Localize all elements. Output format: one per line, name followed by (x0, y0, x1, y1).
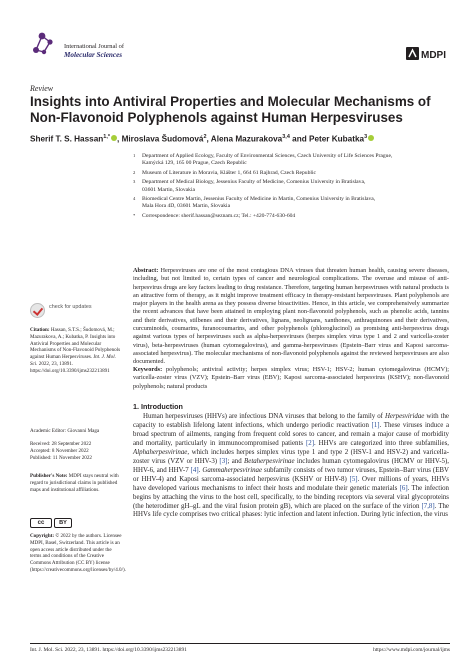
intro-text: . The infection begins by attaching the virus to the host cell, specifically, to the binding receptors via several viral glycoproteins (the heterodimer gH–gL and the viral fusion protein gB), which are placed on the surface of the virion (133, 484, 449, 510)
author-affiliation-sup: 3,4 (282, 134, 290, 140)
citation-label: Citation: (30, 327, 50, 333)
publisher-note-label: Publisher's Note: (30, 473, 68, 479)
correspondence-star: * (133, 212, 136, 218)
author-affiliation-sup: 2 (203, 134, 207, 140)
academic-editor (30, 428, 122, 435)
article-title: Insights into Antiviral Properties and Molecular Mechanisms of Non-Flavonoid Polyphenols against Human Herpesviruses (30, 94, 431, 125)
correspondence-text[interactable]: Correspondence: sherif.hassan@seznam.cz; Tel.: +420-774-630-604 (142, 212, 296, 219)
citation-journal: Int. J. Mol. Sci. (30, 354, 116, 367)
citation-link[interactable]: [6] (399, 484, 408, 492)
check-updates-icon (30, 303, 45, 318)
citation-link[interactable]: [3] (219, 457, 228, 465)
footer-divider (30, 643, 450, 644)
publisher-note (30, 473, 122, 493)
author-name[interactable]: Alena Mazurakova (210, 134, 283, 144)
journal-name-line2: Molecular Sciences (64, 51, 123, 59)
citation-link[interactable]: [4] (190, 466, 199, 474)
affiliation-number: 4 (133, 196, 136, 202)
mdpi-logo[interactable] (406, 47, 446, 62)
cc-license-icon[interactable]: cc (30, 518, 52, 528)
citation-text: Hassan, S.T.S.; Šudomová, M.; Mazurakova, A.; Kubatka, P. Insights into Antiviral Properties and Molecular Mechanisms of Non-Flavonoid Polyphenols against Human Herpesviruses. (30, 327, 121, 361)
check-updates-label: check for updates (49, 304, 92, 310)
abstract-label: Abstract: (133, 267, 159, 274)
intro-text: . These viruses induce a broad spectrum of ailments, ranging from frequent cold sores to cancer, and remain a major cause of morbidity and mortality, particularly in immunocompromised patients (133, 421, 450, 447)
journal-name-line1: International Journal of (64, 43, 124, 50)
footer-citation[interactable]: Int. J. Mol. Sci. 2022, 23, 13891. https://doi.org/10.3390/ijms232213891 (30, 647, 187, 653)
intro-text: . (198, 466, 203, 474)
orcid-icon[interactable] (368, 135, 374, 141)
affiliation-number: 1 (133, 153, 136, 158)
intro-text: . Over millions of years, HHVs have developed various mechanisms to infect their hosts and modulate their genetic materials (133, 475, 449, 492)
affiliations (133, 153, 453, 220)
editor-name: Giovanni Maga (67, 428, 100, 434)
accepted-date: Accepted: 8 November 2022 (30, 447, 89, 454)
citation-link[interactable]: [7,8] (421, 502, 435, 510)
citation-link[interactable]: [5] (349, 475, 358, 483)
affiliation-item (133, 170, 453, 177)
author-name[interactable]: Sherif T. S. Hassan (30, 134, 104, 144)
section-heading: 1. Introduction (133, 402, 183, 411)
affiliation-number: 3 (133, 179, 136, 185)
editor-label: Academic Editor: (30, 428, 67, 434)
affiliation-number: 2 (133, 169, 136, 175)
published-date: Published: 11 November 2022 (30, 454, 92, 461)
abstract (133, 267, 449, 367)
abstract-text: Herpesviruses are one of the most contagious DNA viruses that threaten human health, causing severe diseases, including, but not limited to, certain types of cancer and neurological complications. The overuse and misuse of anti-herpesvirus drugs are key factors leading to drug resistance. Therefore, targeting human herpesviruses with natural products is an attractive form of therapy, as it might improve treatment efficacy in therapy-resistant herpesviruses. Plant polyphenols are major players in the health arena as they possess diverse bioactivities. Hence, in this article, we comprehensively summarize the recent advances that have been attained in employing plant non-flavonoid polyphenols, such as phenolic acids, tannins and their derivatives, stilbenes and their derivatives, lignans, neolignans, xanthones, anthraquinones and their derivatives, curcuminoids, coumarins, furanocoumarins, and other polyphenols (phloroglucinol) as promising anti-herpesvirus drugs against various types of herpesviruses such as alpha-herpesviruses (herpes simplex virus type 1 and 2 and varicella-zoster virus), beta-herpesviruses (human cytomegalovirus), and gamma-herpesviruses (Epstein–Barr virus and Kaposi sarcoma-associated herpesvirus). The molecular mechanisms of non-flavonoid polyphenols against the reviewed herpesviruses are also documented. (133, 267, 449, 366)
intro-text: . The HHVs life cycle comprises two critical phases: lytic infection and latent infection. During lytic infection, the virus (133, 502, 449, 519)
intro-text: ; and (227, 457, 245, 465)
keywords (133, 366, 449, 391)
cc-by-icon[interactable]: BY (54, 518, 72, 528)
intro-text: includes human cytomegalovirus (HCMV or HHV-5), HHV-6, and HHV-7 (133, 457, 449, 474)
received-date: Received: 28 September 2022 (30, 441, 92, 447)
keywords-label: Keywords: (133, 366, 163, 373)
orcid-icon[interactable] (111, 135, 117, 141)
citation-doi[interactable]: 2022, 23, 13891. https://doi.org/10.3390/ijms232213891 (30, 360, 110, 374)
publication-dates (30, 441, 122, 461)
introduction-paragraph (133, 413, 449, 520)
intro-family-name: Herpesviridae (384, 413, 425, 420)
affiliation-text: Biomedical Centre Martin, Jessenius Faculty of Medicine in Martin, Comenius University in Bratislava, Mala Hora 4D, 03601 Martin, Slovakia (142, 196, 376, 210)
author-affiliation-sup: 3 (364, 134, 368, 140)
affiliation-item (133, 179, 453, 194)
citation-block (30, 327, 122, 375)
affiliation-text: Department of Medical Biology, Jessenius Faculty of Medicine, Comenius University in Bratislava, 03601 Martin, Slovakia (142, 179, 366, 193)
intro-subfamily-name: Gammaherpesvirinae (202, 466, 263, 474)
publisher-note-text: MDPI stays neutral with regard to jurisdictional claims in published maps and institutional affiliations. (30, 473, 119, 493)
intro-text: Human herpesviruses (HHVs) are infectious DNA viruses that belong to the family of (143, 413, 385, 420)
affiliation-item (133, 213, 453, 220)
citation-link[interactable]: [2] (305, 439, 315, 447)
intro-text: subfamily consists of two tumor viruses, Epstein–Barr virus (EBV or HHV-4) and Kaposi sarcoma-associated herpesvirus (KSHV or HHV-8) (133, 466, 449, 483)
citation-link[interactable]: [1] (371, 421, 380, 429)
affiliation-text: Museum of Literature in Moravia, Klášter 1, 664 61 Rajhrad, Czech Republic (142, 169, 316, 176)
author-list: Sherif T. S. Hassan$^{1,*}$ , Miroslava Šudomová$^2$, Alena Mazurakova$^{3,4}$ and Peter Kubatka$^3$ (30, 132, 450, 145)
intro-subfamily-name: Alphaherpesvirinae (133, 448, 188, 456)
intro-subfamily-name: Betaherpesvirinae (244, 457, 295, 465)
intro-text: , which includes herpes simplex virus type 1 and type 2 (HSV-1 and HSV-2) and varicella-zoster virus (VZV or HHV-3) (133, 448, 449, 465)
mdpi-logo-text: MDPI (421, 50, 446, 61)
journal-logo-icon (30, 28, 58, 56)
copyright-text: © 2022 by the authors. Licensee MDPI, Basel, Switzerland. This article is an open access article distributed under the terms and conditions of the Creative Commons Attribution (CC BY) license (https://creativecommons.org/licenses/by/4.0/). (30, 533, 126, 573)
keywords-text: polyphenols; antiviral activity; herpes simplex virus; HSV-1; HSV-2; human cytomegalovirus (HCMV); varicella-zoster virus (VZV); Epstein–Barr virus (EBV); Kaposi sarcoma-associated herpesvirus (KSHV); non-flavonoid polyphenols; natural products (133, 366, 450, 390)
intro-text: . HHVs are categorized into three subfamilies, (314, 439, 449, 447)
footer-journal-url[interactable]: https://www.mdpi.com/journal/ijms (373, 647, 450, 653)
journal-name (64, 42, 124, 60)
author-name[interactable]: Peter Kubatka (309, 134, 365, 144)
affiliation-item (133, 196, 453, 211)
author-affiliation-sup: 1,* (103, 134, 110, 140)
article-type: Review (30, 84, 54, 93)
check-for-updates-button[interactable] (30, 303, 122, 320)
intro-text: with the capacity to establish lifelong latent infections, which undergo periodic reactivation (133, 413, 449, 429)
copyright-notice (30, 533, 126, 574)
copyright-label: Copyright: (30, 533, 55, 539)
author-name[interactable]: Miroslava Šudomová (121, 134, 204, 144)
affiliation-item (133, 153, 453, 168)
affiliation-text: Department of Applied Ecology, Faculty of Environmental Sciences, Czech University of Life Sciences Prague, Kamýcká 129, 165 00 Prague, Czech Republic (142, 153, 393, 167)
